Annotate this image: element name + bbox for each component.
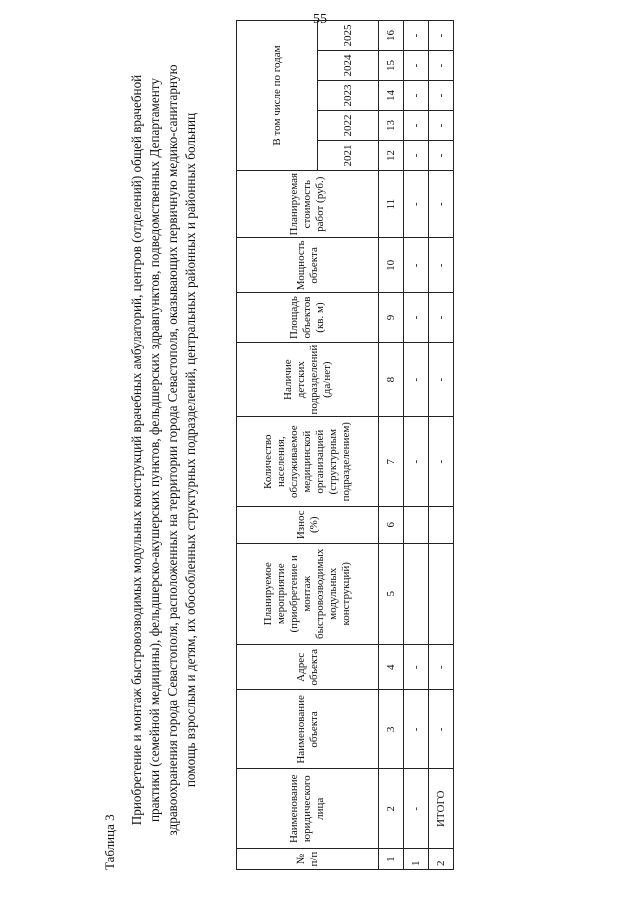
column-number: 12: [379, 140, 404, 170]
column-number: 7: [379, 417, 404, 506]
table-cell: -: [429, 81, 454, 111]
year-header: 2023: [318, 81, 379, 111]
table-cell: -: [429, 238, 454, 293]
table-cell: -: [429, 293, 454, 343]
table-cell: -: [404, 690, 429, 769]
table-cell: -: [404, 111, 429, 141]
header-cell: Мощность объекта: [237, 238, 379, 293]
table-cell: -: [404, 170, 429, 238]
table-cell: -: [429, 690, 454, 769]
table-cell: -: [404, 417, 429, 506]
header-cell: Планируемая стоимость работ (руб.): [237, 170, 379, 238]
column-number: 1: [379, 849, 404, 870]
table-row: [404, 21, 429, 870]
years-group-header: В том числе по годам: [237, 21, 318, 171]
column-number: 14: [379, 81, 404, 111]
table-cell: -: [404, 140, 429, 170]
table-cell: -: [429, 111, 454, 141]
table-cell: -: [429, 417, 454, 506]
table-cell: -: [429, 51, 454, 81]
rotated-page-content: [0, 20, 580, 870]
data-table: [236, 20, 454, 870]
header-cell: Наименование объекта: [237, 690, 379, 769]
header-cell: Наличие детских подразделений (да/нет): [237, 342, 379, 417]
table-cell: -: [404, 21, 429, 51]
header-cell: Адрес объекта: [237, 645, 379, 690]
table-label: Таблица 3: [102, 814, 117, 870]
table-cell: [429, 543, 454, 644]
table-row: [429, 21, 454, 870]
table-cell: -: [404, 81, 429, 111]
table-cell: -: [429, 140, 454, 170]
table-cell: [404, 506, 429, 543]
table-cell: -: [404, 342, 429, 417]
column-number: 2: [379, 769, 404, 849]
header-cell: Площадь объектов (кв. м): [237, 293, 379, 343]
column-number: 6: [379, 506, 404, 543]
header-cell: Износ (%): [237, 506, 379, 543]
header-cell: Наименование юридического лица: [237, 769, 379, 849]
table-cell: -: [429, 645, 454, 690]
table-cell: -: [404, 769, 429, 849]
table-cell: -: [429, 170, 454, 238]
table-cell: -: [404, 238, 429, 293]
header-cell: Количество населения, обслуживаемое медицинской организацией (структурным подразделением): [237, 417, 379, 506]
table-cell: -: [404, 293, 429, 343]
column-number: 10: [379, 238, 404, 293]
table-cell: [404, 543, 429, 644]
table-cell: 2: [429, 849, 454, 870]
column-number: 4: [379, 645, 404, 690]
header-cell: № п/п: [237, 849, 379, 870]
page-number: 55: [313, 12, 327, 27]
header-row: [237, 21, 318, 870]
year-header: 2025: [318, 21, 379, 51]
table-cell: -: [404, 645, 429, 690]
header-cell: Планируемое мероприятие (приобретение и монтаж быстровозводимых модульных конструкций): [237, 543, 379, 644]
table-cell: -: [404, 51, 429, 81]
table-cell: -: [429, 342, 454, 417]
year-header: 2024: [318, 51, 379, 81]
column-number: 16: [379, 21, 404, 51]
column-number: 3: [379, 690, 404, 769]
table-cell: [429, 506, 454, 543]
column-number: 9: [379, 293, 404, 343]
year-header: 2022: [318, 111, 379, 141]
column-number: 5: [379, 543, 404, 644]
table-caption: Приобретение и монтаж быстровозводимых модульных конструкций врачебных амбулаторий, центров (отделений) общей врачебной практики (семейной медицины), фельдшерско-акушерских пунктов, фельдшерских здравпунктов, подведомственных Департаменту здравоохранения города Севастополя, расположенных на территории города Севастополя, оказывающих первичную медико-санитарную помощь взрослым и детям, их обособленных структурных подразделений, центральных районных и районных больниц: [129, 64, 198, 836]
table-cell: -: [429, 21, 454, 51]
column-number-row: [379, 21, 404, 870]
column-number: 8: [379, 342, 404, 417]
column-number: 15: [379, 51, 404, 81]
column-number: 13: [379, 111, 404, 141]
table-cell: ИТОГО: [429, 769, 454, 849]
column-number: 11: [379, 170, 404, 238]
table-cell: 1: [404, 849, 429, 870]
year-header: 2021: [318, 140, 379, 170]
